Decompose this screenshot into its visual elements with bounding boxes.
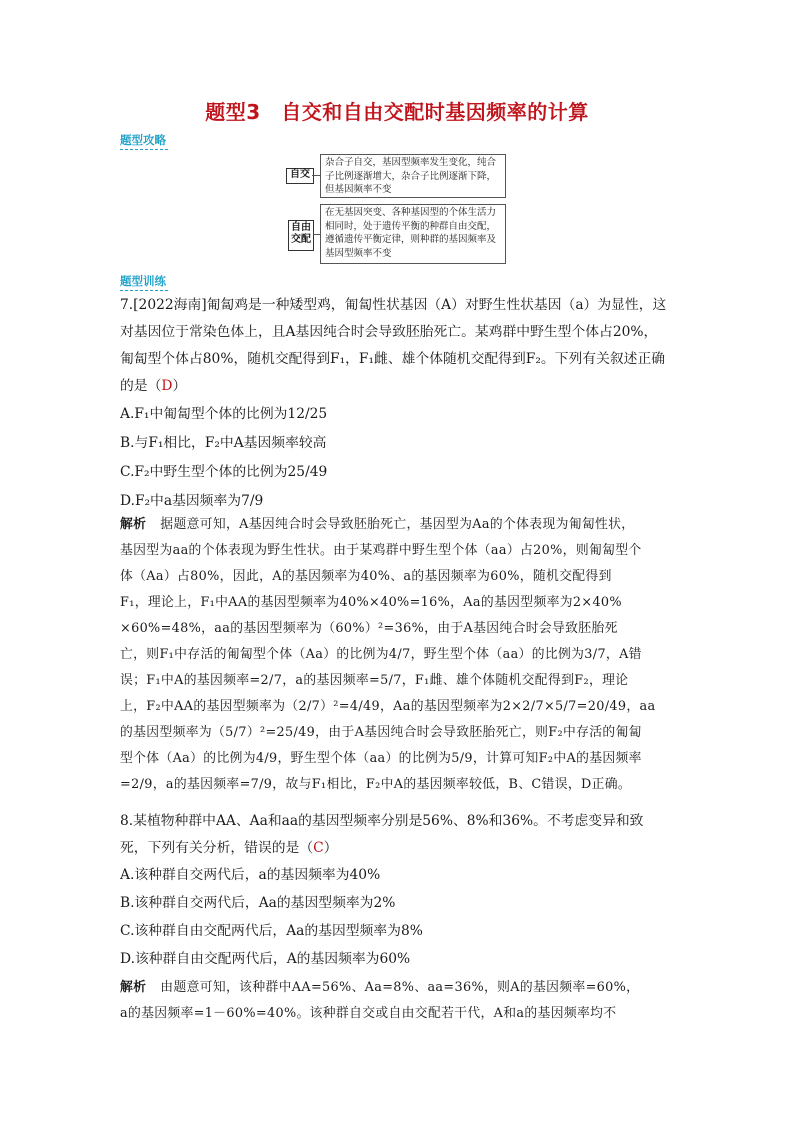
question-7-line: 匍匐型个体占80%，随机交配得到F₁，F₁雌、雄个体随机交配得到F₂。下列有关叙述正确 (120, 351, 666, 367)
question-7-line: 的是（D） (120, 378, 187, 394)
question-8-line: 死，下列有关分析，错误的是（C） (120, 840, 338, 856)
question-7-line: 对基因位于常染色体上，且A基因纯合时会导致胚胎死亡。某鸡群中野生型个体占20%， (120, 324, 658, 340)
free-mating-label (288, 220, 314, 251)
question-7 (120, 292, 680, 400)
question-7-answer: D (161, 378, 173, 394)
explanation-line: 解析 由题意可知，该种群中AA=56%、Aa=8%、aa=36%，则A的基因频率=60%， (120, 980, 640, 995)
section-tag-practice: 题型训练 (120, 273, 168, 291)
concept-diagram (286, 154, 508, 266)
explanation-line: 亡，则F₁中存活的匍匐型个体（Aa）的比例为4/7，野生型个体（aa）的比例为3/7，A错 (120, 647, 642, 662)
option-c: C.该种群自由交配两代后，Aa的基因型频率为8% (120, 923, 423, 939)
page-title: 题型3 自交和自由交配时基因频率的计算 (205, 100, 589, 124)
question-8-line: 8.某植物种群中AA、Aa和aa的基因型频率分别是56%、8%和36%。不考虑变异和致 (120, 813, 644, 829)
option-c: C.F₂中野生型个体的比例为25/49 (120, 464, 328, 480)
free-mating-label-line2: 交配 (291, 234, 311, 245)
option-b: B.与F₁相比，F₂中A基因频率较高 (120, 435, 327, 451)
question-7-explanation (120, 512, 680, 798)
explanation-line: 上，F₂中AA的基因型频率为（2/7）²=4/49，Aa的基因型频率为2×2/7×5/7=20/49，aa (120, 699, 656, 714)
explanation-line: 误；F₁中A的基因频率=2/7，a的基因频率=5/7，F₁雌、雄个体随机交配得到F₂，理论 (120, 673, 629, 688)
self-label: 自交 (286, 168, 314, 184)
explanation-line: 的基因型频率为（5/7）²=25/49，由于A基因纯合时会导致胚胎死亡，则F₂中存活的匍匐 (120, 725, 642, 740)
explanation-line: 解析 据题意可知，A基因纯合时会导致胚胎死亡，基因型为Aa的个体表现为匍匐性状， (120, 517, 635, 532)
question-8-answer: C (313, 840, 324, 856)
explanation-heading: 解析 (120, 980, 147, 995)
explanation-line: F₁，理论上，F₁中AA的基因型频率为40%×40%=16%，Aa的基因型频率为2×40% (120, 595, 622, 610)
explanation-line: a的基因频率=1－60%=40%。该种群自交或自由交配若干代，A和a的基因频率均不 (120, 1006, 617, 1021)
free-mating-description: 在无基因突变、各种基因型的个体生活力相同时，处于遗传平衡的种群自由交配，遵循遗传平衡定律，则种群的基因频率及基因型频率不变 (320, 204, 506, 264)
option-a: A.F₁中匍匐型个体的比例为12/25 (120, 406, 328, 422)
question-7-options (120, 402, 327, 518)
option-d: D.F₂中a基因频率为7/9 (120, 493, 264, 509)
option-b: B.该种群自交两代后，Aa的基因型频率为2% (120, 895, 396, 911)
option-d: D.该种群自由交配两代后，A的基因频率为60% (120, 951, 411, 967)
question-8-options (120, 863, 423, 975)
question-8 (120, 808, 680, 862)
explanation-heading: 解析 (120, 517, 147, 532)
option-a: A.该种群自交两代后，a的基因频率为40% (120, 867, 381, 883)
explanation-line: ×60%=48%，aa的基因型频率为（60%）²=36%，由于A基因纯合时会导致胚胎死 (120, 621, 618, 636)
explanation-line: =2/9，a的基因频率=7/9，故与F₁相比，F₂中A的基因频率较低，B、C错误，D正确。 (120, 777, 632, 792)
explanation-line: 基因型为aa的个体表现为野生性状。由于某鸡群中野生型个体（aa）占20%，则匍匐型个 (120, 543, 642, 558)
explanation-line: 型个体（Aa）的比例为4/9，野生型个体（aa）的比例为5/9，计算可知F₂中A的基因频率 (120, 751, 642, 766)
explanation-line: 体（Aa）占80%，因此，A的基因频率为40%、a的基因频率为60%，随机交配得到 (120, 569, 612, 584)
section-tag-strategy: 题型攻略 (120, 132, 168, 150)
free-mating-label-line1: 自由 (291, 222, 311, 233)
self-description: 杂合子自交，基因型频率发生变化，纯合子比例逐渐增大，杂合子比例逐渐下降，但基因频率不变 (320, 154, 506, 198)
question-7-line: 7.[2022海南]匍匐鸡是一种矮型鸡，匍匐性状基因（A）对野生性状基因（a）为显性，这 (120, 297, 667, 313)
question-8-explanation (120, 975, 680, 1027)
